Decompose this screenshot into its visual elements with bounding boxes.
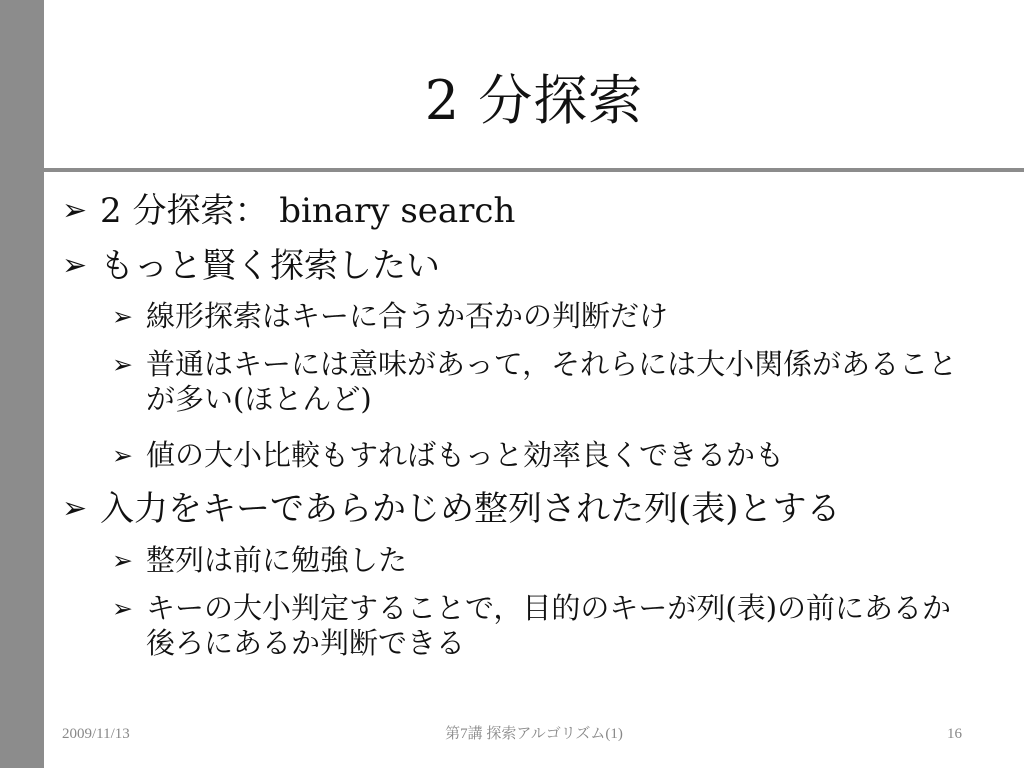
bullet-arrow-icon: ➢ xyxy=(112,594,133,623)
bullet-text: 入力をキーであらかじめ整列された列(表)とする xyxy=(100,489,841,529)
bullet-arrow-icon: ➢ xyxy=(112,546,133,575)
bullet-smarter-search xyxy=(62,245,980,287)
sub-bullet-linear-search xyxy=(112,299,966,334)
sub-bullet-compare xyxy=(112,438,966,473)
bullet-text: 値の大小比較もすればもっと効率良くできるかも xyxy=(146,438,785,472)
bullet-sorted-input xyxy=(62,488,980,530)
bullet-text: 普通はキーには意味があって，それらには大小関係があることが多い(ほとんど) xyxy=(146,347,958,416)
left-accent-bar xyxy=(0,0,44,768)
bullet-text: 整列は前に勉強した xyxy=(146,543,408,577)
bullet-arrow-icon: ➢ xyxy=(112,441,133,470)
bullet-text: キーの大小判定することで，目的のキーが列(表)の前にあるか後ろにあるか判断できる xyxy=(146,591,952,660)
bullet-arrow-icon: ➢ xyxy=(62,491,88,526)
bullet-text: もっと賢く探索したい xyxy=(100,246,440,286)
bullet-arrow-icon: ➢ xyxy=(112,302,133,331)
footer-date: 2009/11/13 xyxy=(62,726,130,742)
bullet-arrow-icon: ➢ xyxy=(62,248,88,283)
slide-title: 2 分探索 xyxy=(424,69,644,132)
bullet-binary-search xyxy=(62,190,980,232)
bullet-text: 2 分探索： binary search xyxy=(100,191,516,231)
bullet-arrow-icon: ➢ xyxy=(62,193,88,228)
sub-bullet-key-ordering xyxy=(112,347,966,417)
footer-lecture-title: 第7講 探索アルゴリズム(1) xyxy=(445,726,623,742)
bullet-arrow-icon: ➢ xyxy=(112,350,133,379)
sub-bullet-sorting-studied xyxy=(112,543,966,578)
bullet-text: 線形探索はキーに合うか否かの判断だけ xyxy=(146,299,669,333)
footer-page-number: 16 xyxy=(947,726,962,742)
sub-bullet-front-or-back xyxy=(112,591,966,661)
title-divider xyxy=(44,168,1024,172)
